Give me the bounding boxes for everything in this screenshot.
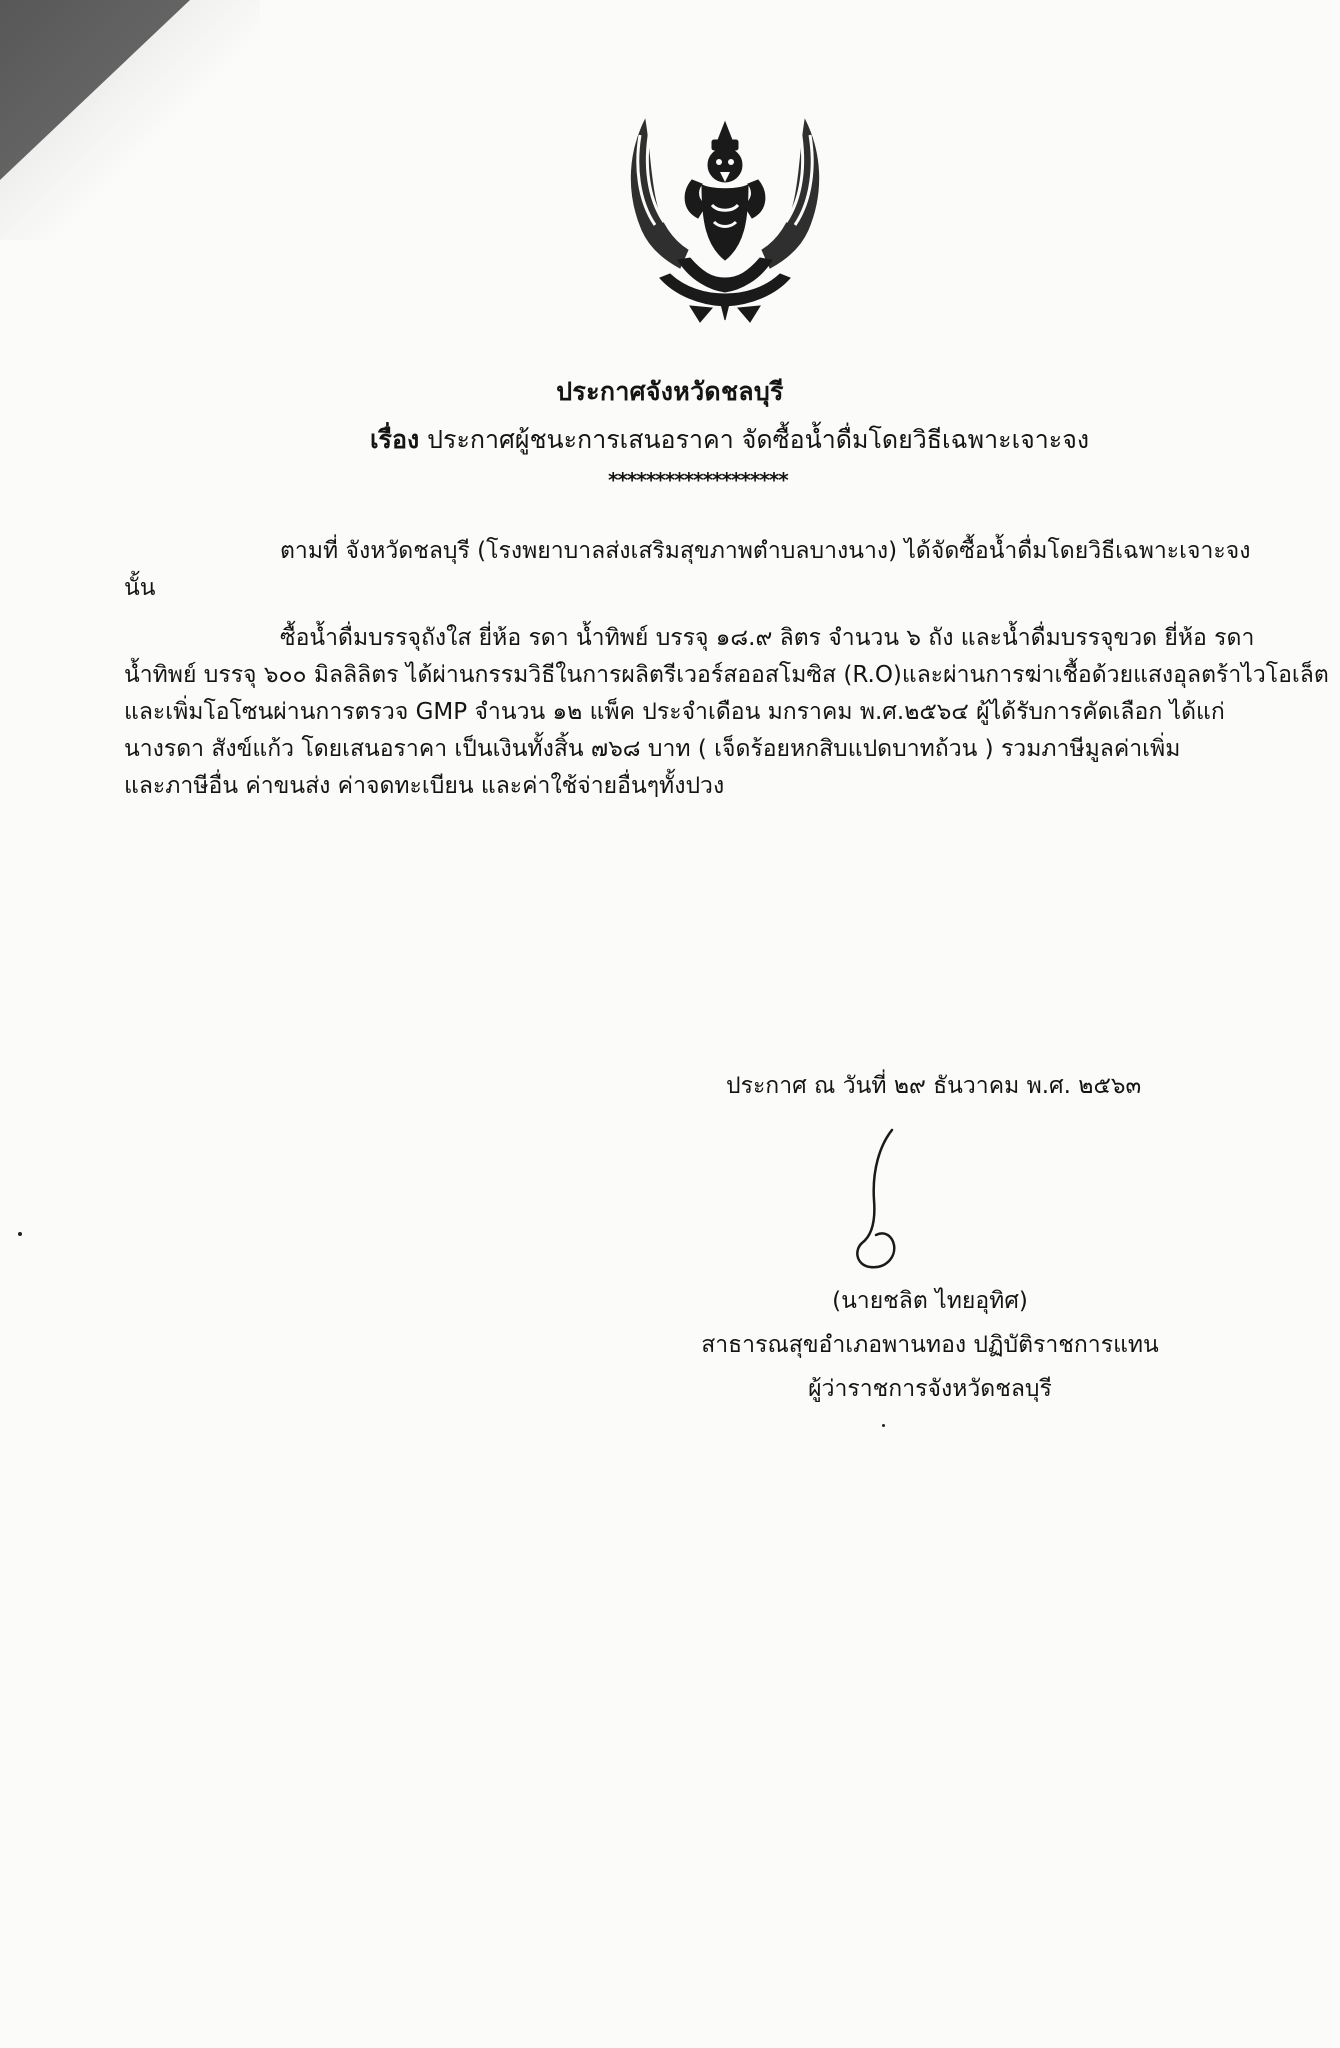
announcement-date: ประกาศ ณ วันที่ ๒๙ ธันวาคม พ.ศ. ๒๕๖๓ xyxy=(726,1073,1142,1099)
paragraph-2-line: ซื้อน้ำดื่มบรรจุถังใส ยี่ห้อ รดา น้ำทิพย์ บรรจุ ๑๘.๙ ลิตร จำนวน ๖ ถัง และน้ำดื่มบรรจุขวด ยี่ห้อ รดา xyxy=(280,625,1255,651)
paragraph-1-line-2: นั้น xyxy=(124,575,156,601)
subject-label: เรื่อง xyxy=(370,425,420,454)
signer-role: ผู้ว่าราชการจังหวัดชลบุรี xyxy=(808,1376,1052,1402)
handwritten-signature xyxy=(850,1125,910,1275)
paragraph-2 xyxy=(124,620,1329,805)
paragraph-1-line-1: ตามที่ จังหวัดชลบุรี (โรงพยาบาลส่งเสริมสุขภาพตำบลบางนาง) ได้จัดซื้อน้ำดื่มโดยวิธีเฉพาะเจาะจง xyxy=(280,538,1251,564)
garuda-emblem-icon xyxy=(620,110,830,325)
paragraph-2-line: และภาษีอื่น ค่าขนส่ง ค่าจดทะเบียน และค่าใช้จ่ายอื่นๆทั้งปวง xyxy=(124,773,725,799)
paragraph-2-line: และเพิ่มโอโซนผ่านการตรวจ GMP จำนวน ๑๒ แพ็ค ประจำเดือน มกราคม พ.ศ.๒๕๖๔ ผู้ได้รับการคัดเลือก ได้แก่ xyxy=(124,699,1225,725)
signer-title: สาธารณสุขอำเภอพานทอง ปฏิบัติราชการแทน xyxy=(701,1332,1159,1358)
scan-speck xyxy=(882,1424,885,1427)
separator-line: ******************* xyxy=(608,468,788,492)
scan-folded-corner xyxy=(0,0,190,180)
paragraph-2-line: น้ำทิพย์ บรรจุ ๖๐๐ มิลลิลิตร ได้ผ่านกรรมวิธีในการผลิตรีเวอร์สออสโมซิส (R.O)และผ่านการฆ่าเชื้อด้วยแสงอุลตร้าไวโอเล็ต xyxy=(124,662,1329,688)
scan-speck xyxy=(18,1232,22,1236)
subject-text: ประกาศผู้ชนะการเสนอราคา จัดซื้อน้ำดื่มโดยวิธีเฉพาะเจาะจง xyxy=(427,425,1090,454)
signer-name: (นายชลิต ไทยอุทิศ) xyxy=(832,1288,1028,1314)
subject-line xyxy=(370,420,1089,460)
paragraph-2-line: นางรดา สังข์แก้ว โดยเสนอราคา เป็นเงินทั้งสิ้น ๗๖๘ บาท ( เจ็ดร้อยหกสิบแปดบาทถ้วน ) รวมภาษีมูลค่าเพิ่ม xyxy=(124,736,1181,762)
announcement-title: ประกาศจังหวัดชลบุรี xyxy=(556,377,784,406)
